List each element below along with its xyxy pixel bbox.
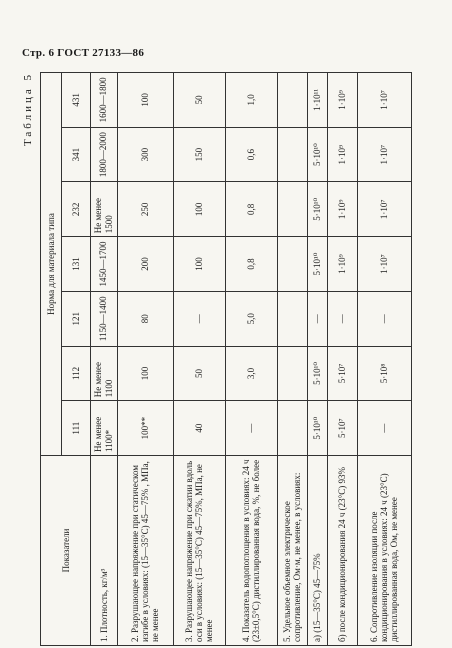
value-cell — [277, 237, 307, 292]
header-row-norm — [41, 73, 62, 646]
value-cell — [277, 346, 307, 401]
type-header: 112 — [62, 346, 91, 401]
table-stage — [22, 72, 442, 646]
value-cell: 1·10⁷ — [357, 182, 411, 237]
value-cell: 5·10⁸ — [357, 346, 411, 401]
indicator-cell: а) (15—35°C) 45—75% — [307, 456, 327, 646]
value-cell: 1800—2000 — [91, 127, 118, 182]
value-cell: 0,6 — [225, 127, 277, 182]
value-cell — [277, 73, 307, 128]
value-cell: 250 — [117, 182, 173, 237]
indicator-cell: 5. Удельное объемное электрическое сопротивление, Ом·м, не менее, в условиях: — [277, 456, 307, 646]
value-cell: Не менее 1100* — [91, 401, 118, 456]
value-cell: 1600—1800 — [91, 73, 118, 128]
value-cell: 1,0 — [225, 73, 277, 128]
value-cell: 100 — [173, 237, 225, 292]
value-cell: — — [307, 291, 327, 346]
value-cell: 1450—1700 — [91, 237, 118, 292]
value-cell: 1·10⁷ — [357, 73, 411, 128]
table-row — [225, 73, 277, 646]
value-cell: 5·10¹⁰ — [307, 182, 327, 237]
value-cell: — — [173, 291, 225, 346]
type-header: 131 — [62, 237, 91, 292]
value-cell: 1·10⁷ — [357, 127, 411, 182]
table-row — [91, 73, 118, 646]
value-cell: 5·10¹⁰ — [307, 346, 327, 401]
value-cell: 1·10⁹ — [327, 237, 357, 292]
value-cell: 1150—1400 — [91, 291, 118, 346]
value-cell: 1·10⁷ — [357, 237, 411, 292]
type-header: 431 — [62, 73, 91, 128]
type-header: 121 — [62, 291, 91, 346]
value-cell: — — [327, 291, 357, 346]
value-cell: 50 — [173, 73, 225, 128]
value-cell: Не менее 1100 — [91, 346, 118, 401]
value-cell — [277, 182, 307, 237]
type-header: 341 — [62, 127, 91, 182]
table-row — [307, 73, 327, 646]
norm-header: Норма для материала типа — [41, 73, 62, 456]
value-cell: 100 — [117, 346, 173, 401]
value-cell: 100** — [117, 401, 173, 456]
value-cell: 1·10¹¹ — [307, 73, 327, 128]
table-row — [117, 73, 173, 646]
value-cell: — — [357, 291, 411, 346]
value-cell: 1·10⁹ — [327, 182, 357, 237]
value-cell: — — [225, 401, 277, 456]
type-header: 232 — [62, 182, 91, 237]
value-cell: 50 — [173, 346, 225, 401]
value-cell — [277, 127, 307, 182]
value-cell: 5,0 — [225, 291, 277, 346]
value-cell: 5·10⁷ — [327, 401, 357, 456]
indicator-cell: 2. Разрушающее напряжение при статическом изгибе в условиях: (15—35°C) 45—75% , МПа, не менее — [117, 456, 173, 646]
value-cell: 5·10¹⁰ — [307, 237, 327, 292]
table-row — [173, 73, 225, 646]
value-cell: 100 — [173, 182, 225, 237]
table-row — [327, 73, 357, 646]
value-cell: 1·10⁹ — [327, 73, 357, 128]
value-cell: 200 — [117, 237, 173, 292]
value-cell: 5·10¹⁰ — [307, 401, 327, 456]
indicator-header: Показатели — [41, 456, 91, 646]
table-row — [277, 73, 307, 646]
value-cell: 0,8 — [225, 182, 277, 237]
value-cell: 1·10⁹ — [327, 127, 357, 182]
value-cell: 40 — [173, 401, 225, 456]
indicator-cell: 4. Показатель водопоглощения в условиях: 24 ч (23±0,5°C) дистиллированная вода, %, не более — [225, 456, 277, 646]
value-cell: 0,8 — [225, 237, 277, 292]
table-row — [357, 73, 411, 646]
value-cell — [277, 401, 307, 456]
value-cell: 5·10¹⁰ — [307, 127, 327, 182]
indicator-cell: 6. Сопротивление изоляции после кондиционирования в условиях: 24 ч (23°C) дистиллированная вода, Ом, не менее — [357, 456, 411, 646]
spec-table — [40, 72, 412, 646]
rotated-table-area — [22, 72, 442, 646]
value-cell: 150 — [173, 127, 225, 182]
value-cell: 3,0 — [225, 346, 277, 401]
value-cell — [277, 291, 307, 346]
value-cell: — — [357, 401, 411, 456]
value-cell: 80 — [117, 291, 173, 346]
value-cell: Не менее 1500 — [91, 182, 118, 237]
type-header: 111 — [62, 401, 91, 456]
value-cell: 300 — [117, 127, 173, 182]
indicator-cell: 1. Плотность, кг/м³ — [91, 456, 118, 646]
indicator-cell: б) после кондиционирования 24 ч (23°C) 93% — [327, 456, 357, 646]
value-cell: 100 — [117, 73, 173, 128]
value-cell: 5·10⁷ — [327, 346, 357, 401]
table-title: Таблица 5 — [22, 72, 34, 147]
page-header: Стр. 6 ГОСТ 27133—86 — [22, 47, 145, 59]
indicator-cell: 3. Разрушающее напряжение при сжатии вдоль оси в условиях: (15—35°C) 45—75%, МПа, не менее — [173, 456, 225, 646]
